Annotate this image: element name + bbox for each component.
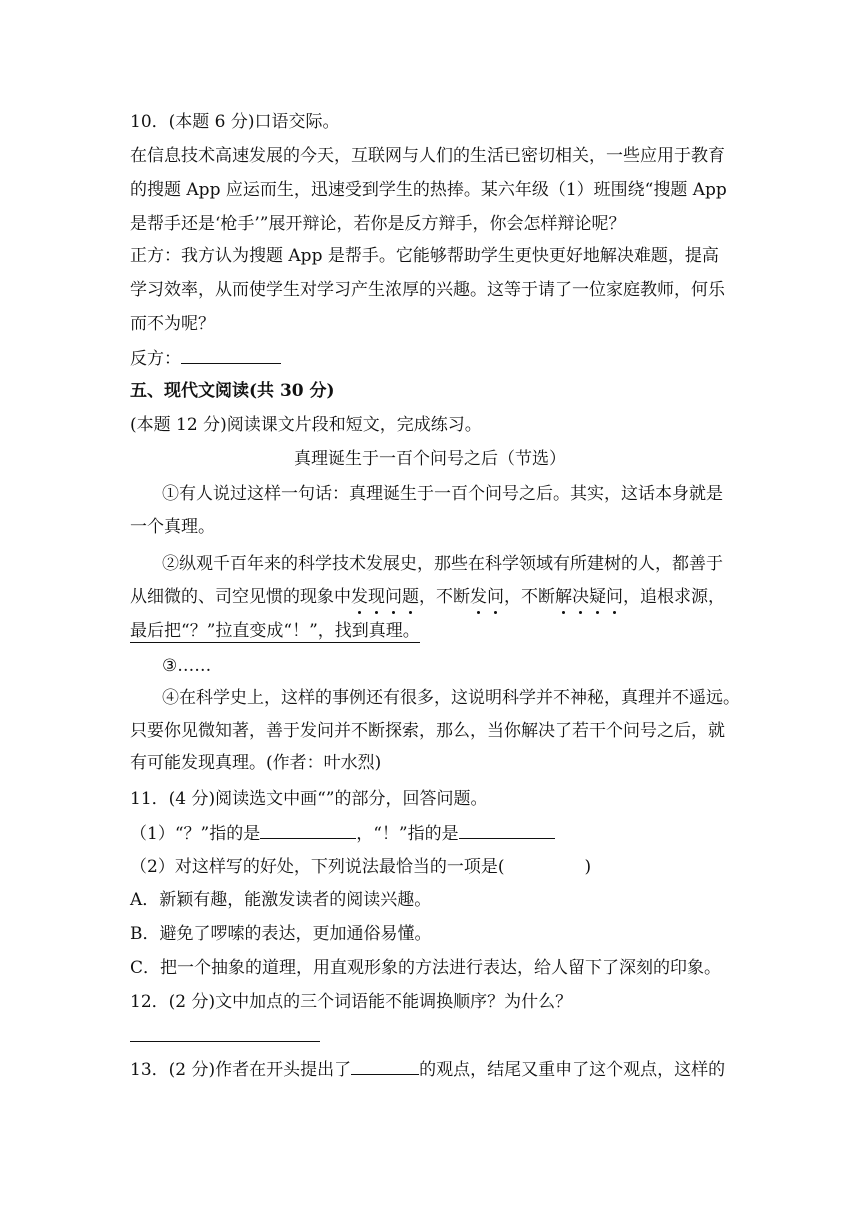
dotted-char: 发 — [351, 587, 368, 607]
con-side-label: 反方： — [130, 349, 181, 369]
passage-line: 一个真理。 — [130, 517, 215, 537]
q10-con-side-line — [130, 347, 740, 370]
answer-blank[interactable] — [181, 347, 281, 364]
dotted-char: 决 — [572, 587, 589, 607]
q11-sub1-label: ，“！”指的是 — [356, 824, 459, 844]
q11-title: 11．(4 分)阅读选文中画“”的部分，回答问题。 — [130, 789, 488, 809]
q10-pro-side-line: 正方：我方认为搜题 App 是帮手。它能够帮助学生更快更好地解决难题，提高 — [130, 246, 719, 266]
answer-blank[interactable] — [351, 1058, 419, 1075]
passage-line: ②纵观千百年来的科学技术发展史，那些在科学领域有所建树的人，都善于 — [162, 554, 723, 574]
dotted-char: 疑 — [589, 587, 606, 607]
q10-pro-side-line: 学习效率，从而使学生对学习产生浓厚的兴趣。这等于请了一位家庭教师，何乐 — [130, 280, 725, 300]
q12-answer-line[interactable] — [130, 1041, 320, 1042]
q10-paragraph-line: 在信息技术高速发展的今天，互联网与人们的生活已密切相关，一些应用于教育 — [130, 146, 725, 166]
passage-line: ③…… — [162, 656, 212, 676]
q10-pro-side-line: 而不为呢？ — [130, 314, 215, 334]
q11-sub2-label: （2）对这样写的好处，下列说法最恰当的一项是( — [130, 857, 505, 877]
q11-sub2 — [130, 856, 740, 878]
q13-text: 的观点，结尾又重申了这个观点，这样的 — [419, 1060, 726, 1080]
passage-line: ④在科学史上，这样的事例还有很多，这说明科学并不神秘，真理并不遥远。 — [162, 688, 740, 708]
dotted-char: 发 — [470, 587, 487, 607]
underlined-sentence: 最后把“？”拉直变成“！”，找到真理。 — [130, 621, 420, 641]
passage-text: ，不断 — [504, 587, 555, 607]
passage-line-underlined — [130, 620, 740, 642]
q11-option-c: C．把一个抽象的道理，用直观形象的方法进行表达，给人留下了深刻的印象。 — [130, 958, 722, 978]
passage-text: ，追根求源， — [623, 587, 725, 607]
q11-sub1-label: （1）“？”指的是 — [130, 824, 261, 844]
dotted-char: 问 — [487, 587, 504, 607]
answer-blank[interactable] — [260, 822, 356, 839]
passage-title: 真理诞生于一百个问号之后（节选） — [294, 449, 566, 469]
q13-title — [130, 1058, 740, 1081]
q13-text: 13．(2 分)作者在开头提出了 — [130, 1060, 352, 1080]
passage-line: ①有人说过这样一句话：真理诞生于一百个问号之后。其实，这话本身就是 — [162, 484, 723, 504]
passage-text: ，不断 — [419, 587, 470, 607]
section-heading: 五、现代文阅读(共 30 分) — [130, 381, 335, 401]
passage-line-dotted-words — [130, 586, 740, 608]
passage-line: 只要你见微知著，善于发问并不断探索，那么，当你解决了若干个问号之后，就 — [130, 721, 725, 741]
dotted-char: 解 — [555, 587, 572, 607]
q10-title: 10．(本题 6 分)口语交际。 — [130, 112, 340, 132]
q10-paragraph-line: 的搜题 App 应运而生，迅速受到学生的热捧。某六年级（1）班围绕“搜题 App — [130, 180, 727, 200]
q11-sub2-close: ) — [584, 857, 592, 877]
q11-option-b: B．避免了啰嗦的表达，更加通俗易懂。 — [130, 924, 432, 944]
passage-text: 从细微的、司空见惯的现象中 — [130, 587, 351, 607]
dotted-char: 问 — [385, 587, 402, 607]
dotted-char: 题 — [402, 587, 419, 607]
passage-line: 有可能发现真理。(作者：叶水烈) — [130, 753, 382, 773]
dotted-char: 现 — [368, 587, 385, 607]
q11-option-a: A．新颖有趣，能激发读者的阅读兴趣。 — [130, 890, 432, 910]
q10-paragraph-line: 是帮手还是‘枪手’”展开辩论，若你是反方辩手，你会怎样辩论呢？ — [130, 214, 626, 234]
dotted-char: 问 — [606, 587, 623, 607]
q12-title: 12．(2 分)文中加点的三个词语能不能调换顺序？为什么？ — [130, 992, 573, 1012]
section-intro: (本题 12 分)阅读课文片段和短文，完成练习。 — [130, 415, 482, 435]
q11-sub1 — [130, 822, 740, 845]
answer-blank[interactable] — [459, 822, 555, 839]
